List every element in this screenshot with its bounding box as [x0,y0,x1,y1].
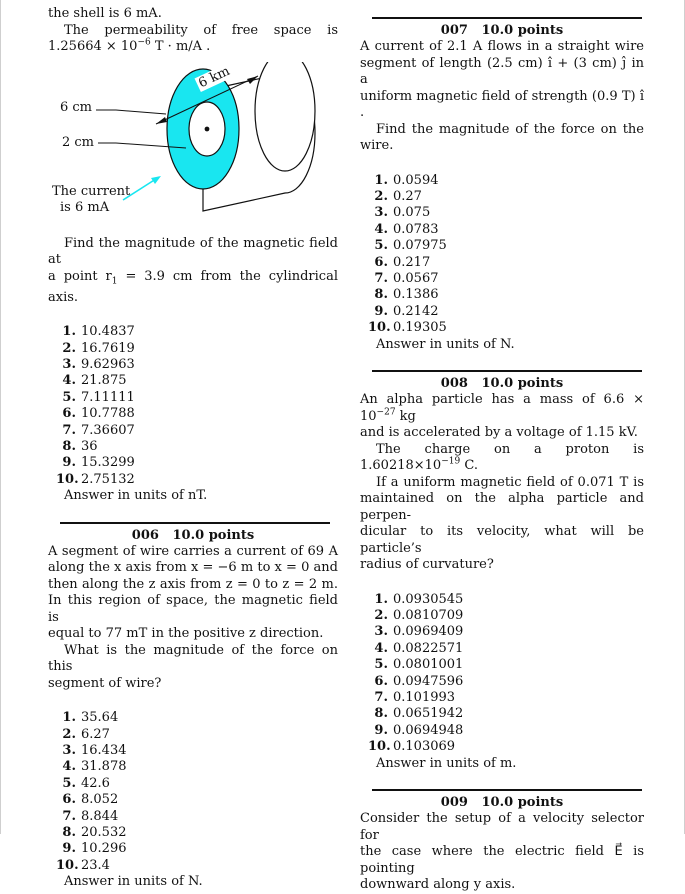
choice-value: 0.0567 [393,270,439,286]
text-line: dicular to its velocity, what will be particle’s [360,524,644,556]
text-line: Consider the setup of a velocity selector for [360,811,644,843]
choice-value: 0.2142 [393,303,439,319]
text-line: What is the magnitude of the force on this [48,642,338,675]
question-header: 006 10.0 points [131,527,255,543]
text-line: downward along y axis. [360,877,516,893]
choice-number: 5. [62,775,76,791]
choice-item [56,357,338,373]
choice-value: 0.0651942 [393,706,464,722]
question-text: The charge on a proton is $1.60218\times 10^{-19}$ C. [360,441,644,474]
choice-item [368,205,644,221]
choice-number: 3. [374,205,388,221]
question-divider [372,789,642,791]
choice-value: 0.101993 [393,690,456,705]
text-line: A current of 2.1 A flows in a straight wire [360,39,644,54]
choice-number: 10. [56,857,79,873]
choice-number: 3. [62,742,76,758]
choice-value: 0.0694948 [393,722,464,738]
choice-item [56,406,338,422]
question-divider [60,522,330,524]
choice-item [56,455,338,471]
question-header: 009 10.0 points [440,795,564,811]
choice-number: 10. [368,320,391,336]
cylinder-figure [48,62,338,215]
outer-radius-leader [116,110,166,114]
choice-item [56,759,338,775]
question-divider [372,370,642,372]
choice-value: 10.296 [81,841,127,857]
choice-number: 1. [374,172,388,188]
choice-item [56,373,338,389]
outer-radius-label: 6 cm [60,99,93,115]
text-line: segment of wire? [48,675,162,691]
cylinder-back-end [255,62,315,171]
choice-number: 6. [374,254,388,270]
choice-value: 0.217 [393,254,431,270]
choice-item [56,390,338,406]
text-line: then along the z axis from z = 0 to z = 2 m. [48,576,338,592]
choice-number: 8. [374,287,388,303]
choice-item [56,809,338,825]
left-column [48,0,338,891]
choice-number: 3. [62,356,76,372]
choice-item [56,792,338,808]
question-prompt [360,475,644,574]
choice-item [56,341,338,357]
choice-item [368,641,644,657]
choice-number: 9. [62,455,76,471]
intro-line: the shell is 6 mA. [48,6,162,21]
question-text [360,39,644,122]
choice-value: 9.62963 [81,356,135,372]
choice-item [56,743,338,759]
choice-value: 8.844 [81,808,119,824]
choice-item [56,324,338,340]
choice-value: 15.3299 [81,455,135,471]
choice-number: 4. [62,373,76,389]
choice-value: 6.27 [81,726,110,742]
text-line: segment of length (2.5 cm) î + (3 cm) ĵ in a [360,55,644,87]
question-prompt: Find the magnitude of the force on the wire. [360,121,644,153]
choice-number: 6. [374,673,388,689]
choice-number: 10. [56,471,79,487]
choice-value: 31.878 [81,759,127,775]
choice-value: 0.0594 [393,172,439,188]
choice-value: 2.75132 [81,471,135,487]
choice-value: 8.052 [81,792,119,808]
choice-item [368,624,644,640]
choice-value: 16.7619 [81,340,135,356]
choice-value: 0.0822571 [393,640,464,656]
choice-value: 42.6 [81,775,110,791]
right-column [360,0,644,894]
choice-number: 9. [374,303,388,319]
text-line: uniform magnetic field of strength (0.9 T) î . [360,88,644,120]
choice-value: 0.0810709 [393,607,464,623]
choice-number: 5. [374,657,388,673]
current-label: The current [52,183,131,199]
choice-number: 8. [62,825,76,840]
choice-item [368,255,644,271]
choice-number: 7. [62,422,76,438]
text-line: maintained on the alpha particle and perpen- [360,491,644,523]
choice-number: 7. [374,270,388,286]
choice-item [368,706,644,722]
choice-value: 35.64 [81,710,119,726]
choice-number: 8. [62,438,76,454]
choice-item [368,723,644,739]
choice-number: 5. [374,238,388,254]
choice-number: 1. [62,710,76,726]
choice-item [56,776,338,792]
choice-item [368,189,644,205]
text-line: radius of curvature? [360,557,494,573]
choice-number: 7. [62,808,76,824]
choice-value: 10.7788 [81,406,135,422]
page-border-left [0,0,1,834]
choice-value: 0.0947596 [393,673,464,689]
choice-value: 23.4 [81,857,110,873]
text-line: the case where the electric field E⃗ is pointing [360,844,644,876]
choice-number: 2. [374,188,388,204]
choice-value: 0.27 [393,188,422,204]
question-text: An alpha particle has a mass of $6.6 \times 10^{-27}$ kg [360,392,644,424]
choice-value: 7.36607 [81,422,135,438]
choice-item [56,841,338,857]
choice-value: 7.11111 [81,389,135,405]
choice-number: 2. [374,607,388,623]
choice-number: 2. [62,340,76,356]
question-prompt [48,643,338,693]
question-divider [372,17,642,19]
question-text [48,544,338,643]
choice-item [56,858,338,874]
answer-units: Answer in units of N. [376,336,515,352]
choice-number: 5. [62,389,76,405]
choice-item [368,608,644,624]
answer-units: Answer in units of m. [376,755,517,771]
question-text: and is accelerated by a voltage of 1.15 kV. [360,425,638,441]
choice-value: 0.075 [393,205,431,221]
choice-item [368,592,644,608]
choices-list [48,324,338,488]
choice-item [368,287,644,303]
intro-line: The permeability of free space is [64,22,338,38]
question-text: a point $r_1 = 3.9$ cm from the cylindrical axis. [48,268,338,305]
choice-value: 21.875 [81,373,127,389]
question-header: 007 10.0 points [440,23,564,38]
choice-number: 6. [62,406,76,422]
choice-item [368,657,644,673]
choice-item [368,238,644,254]
choice-number: 8. [374,706,388,722]
question-text [360,811,644,894]
text-line: In this region of space, the magnetic field is [48,593,338,625]
choice-item [368,222,644,238]
choices-list [48,710,338,874]
choice-number: 6. [62,792,76,808]
choice-value: 0.07975 [393,238,447,254]
choice-value: 0.0930545 [393,591,464,607]
question-header: 008 10.0 points [440,376,564,392]
choice-item [368,690,644,706]
choice-number: 9. [374,722,388,738]
choice-value: 0.0801001 [393,657,464,673]
choice-number: 3. [374,624,388,640]
choices-list [360,592,644,756]
choice-item [368,271,644,287]
choice-value: 0.0969409 [393,624,464,640]
choice-value: 10.4837 [81,324,135,340]
text-line: A segment of wire carries a current of 69 A [48,543,338,559]
choice-number: 1. [374,591,388,607]
choice-item [368,304,644,320]
choice-value: 0.0783 [393,221,439,237]
choice-value: 36 [81,438,98,454]
choice-item [368,320,644,336]
choice-number: 9. [62,841,76,857]
choice-item [56,472,338,488]
choice-item [368,739,644,755]
choice-number: 1. [62,324,76,340]
text-line: along the x axis from x = −6 m to x = 0 and [48,560,338,576]
answer-units: Answer in units of N. [64,874,203,890]
choice-number: 4. [62,759,76,775]
choice-number: 7. [374,690,388,705]
choice-item [368,173,644,189]
choice-item [368,674,644,690]
choice-item [56,439,338,455]
choice-value: 0.19305 [393,320,447,336]
choice-value: 16.434 [81,742,127,758]
center-wire [205,126,210,131]
choice-number: 2. [62,726,76,742]
choice-value: 0.103069 [393,739,456,755]
text-line: equal to 77 mT in the positive z direction. [48,626,324,642]
current-label: is 6 mA [60,199,110,215]
inner-radius-label: 2 cm [62,134,95,150]
choice-number: 4. [374,640,388,656]
choice-item [56,423,338,439]
permeability-value: $1.25664 \times 10^{-6}$ T · m/A . [48,37,211,54]
choice-value: 20.532 [81,825,127,840]
choice-item [56,825,338,841]
answer-units: Answer in units of nT. [64,488,208,504]
choice-value: 0.1386 [393,287,439,303]
text-line: If a uniform magnetic field of 0.071 T is [376,474,644,490]
choice-number: 10. [368,739,391,755]
choice-item [56,727,338,743]
length-label: 6 km [196,63,233,91]
choices-list [360,173,644,337]
choice-item [56,710,338,726]
question-text: Find the magnitude of the magnetic field at [48,235,338,267]
choice-number: 4. [374,221,388,237]
